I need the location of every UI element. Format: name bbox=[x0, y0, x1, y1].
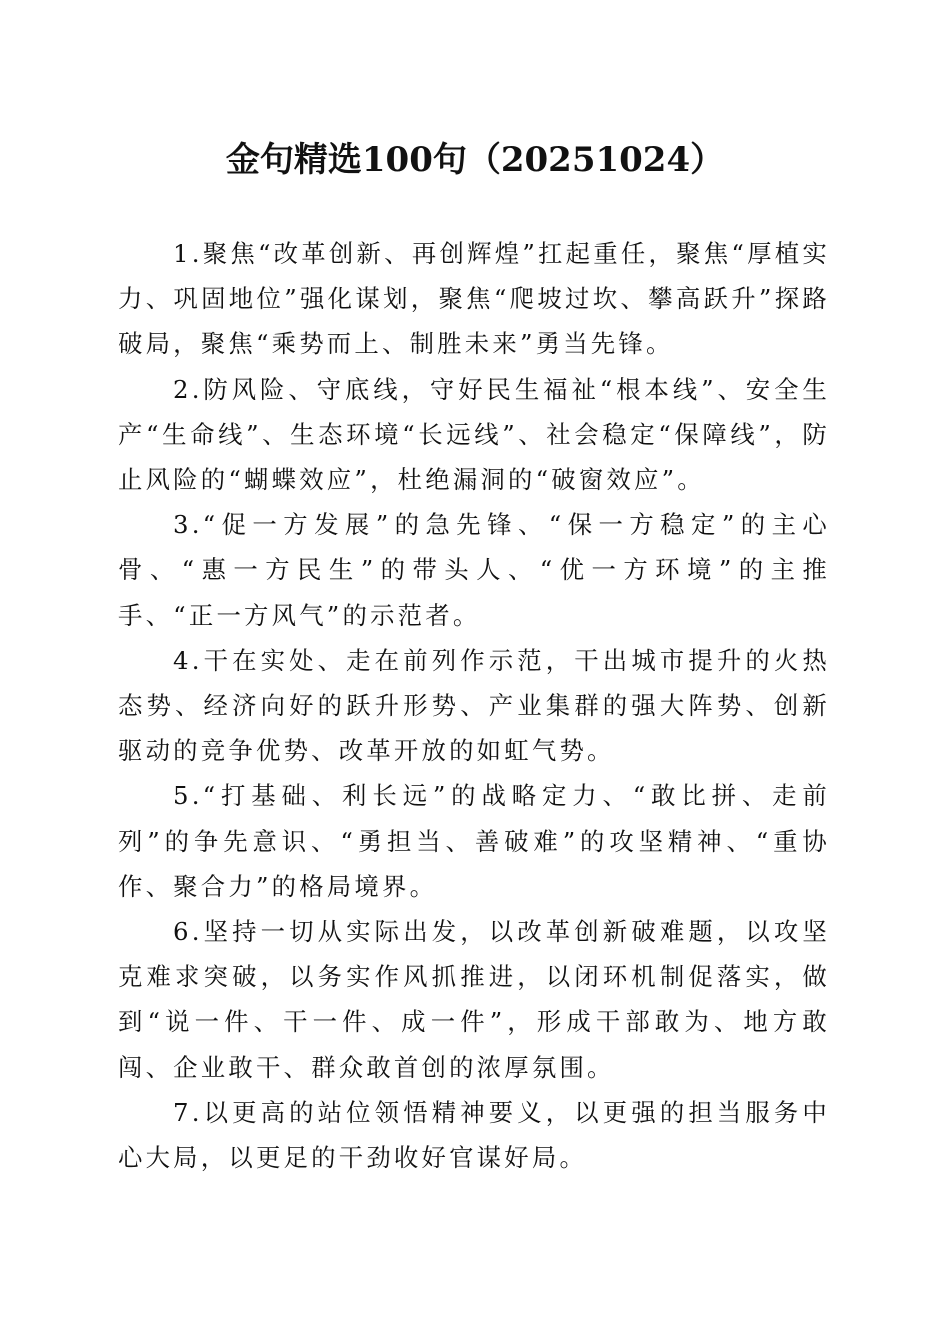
document-title: 金句精选100句（20251024） bbox=[225, 140, 725, 180]
paragraph-2: 2.防风险、守底线，守好民生福祉“根本线”、安全生产“生命线”、生态环境“长远线”、社会稳定“保障线”，防止风险的“蝴蝶效应”，杜绝漏洞的“破窗效应”。 bbox=[118, 374, 830, 495]
paragraph-6: 6.坚持一切从实际出发，以改革创新破难题，以攻坚克难求突破，以务实作风抓推进，以闭环机制促落实，做到“说一件、干一件、成一件”，形成干部敢为、地方敢闯、企业敢干、群众敢首创的浓厚氛围。 bbox=[118, 917, 830, 1082]
document-body bbox=[118, 231, 830, 1180]
paragraph-4: 4.干在实处、走在前列作示范，干出城市提升的火热态势、经济向好的跃升形势、产业集群的强大阵势、创新驱动的竞争优势、改革开放的如虹气势。 bbox=[118, 645, 830, 766]
paragraph-7: 7.以更高的站位领悟精神要义，以更强的担当服务中心大局，以更足的干劲收好官谋好局。 bbox=[118, 1097, 830, 1173]
paragraph-3: 3.“促一方发展”的急先锋、“保一方稳定”的主心骨、“惠一方民生”的带头人、“优一方环境”的主推手、“正一方风气”的示范者。 bbox=[118, 510, 830, 630]
paragraph-5: 5.“打基础、利长远”的战略定力、“敢比拼、走前列”的争先意识、“勇担当、善破难”的攻坚精神、“重协作、聚合力”的格局境界。 bbox=[118, 781, 830, 901]
paragraph-1: 1.聚焦“改革创新、再创辉煌”扛起重任，聚焦“厚植实力、巩固地位”强化谋划，聚焦“爬坡过坎、攀高跃升”探路破局，聚焦“乘势而上、制胜未来”勇当先锋。 bbox=[118, 239, 830, 359]
